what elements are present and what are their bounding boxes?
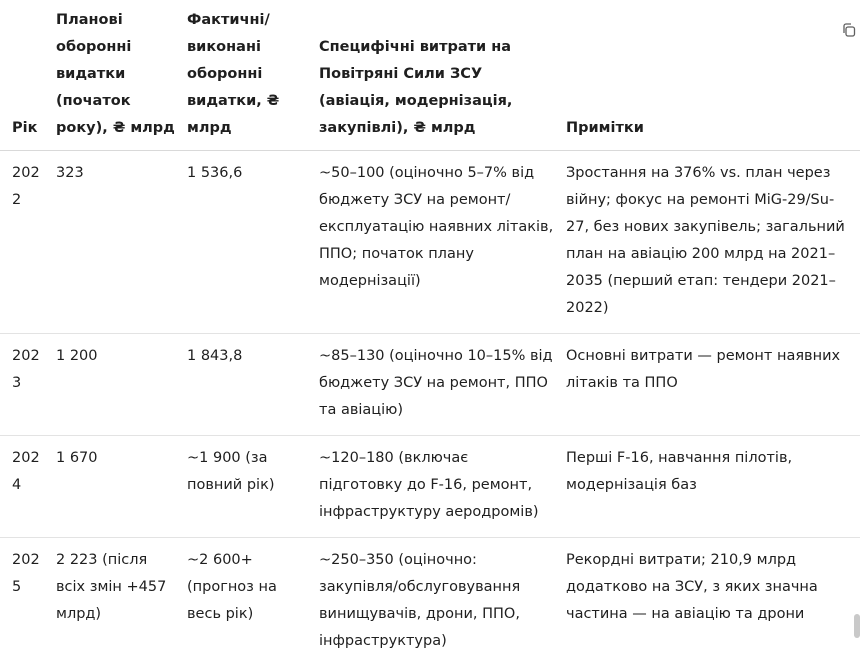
cell-planned: 2 223 (після всіх змін +457 млрд) bbox=[56, 552, 167, 622]
header-air-force-spending: Специфічні витрати на Повітряні Сили ЗСУ (авіація, модернізація, закупівлі), ₴ млрд bbox=[319, 0, 566, 151]
horizontal-scroll-handle[interactable] bbox=[854, 614, 860, 638]
cell-notes: Зростання на 376% vs. план через війну; фокус на ремонті MiG-29/Su-27, без нових закупівель; загальний план на авіацію 200 млрд на 2021–2035 (перший етап: тендери 2021–2022) bbox=[566, 165, 845, 316]
header-actual-spending: Фактичні/ виконані оборонні видатки, ₴ млрд bbox=[187, 0, 319, 151]
cell-year: 2024 bbox=[12, 450, 40, 493]
cell-year: 2023 bbox=[12, 348, 40, 391]
table-row bbox=[0, 151, 860, 334]
cell-planned: 323 bbox=[56, 165, 84, 181]
header-notes: Примітки bbox=[566, 0, 860, 151]
cell-year: 2025 bbox=[12, 552, 40, 595]
cell-air-force: ~85–130 (оціночно 10–15% від бюджету ЗСУ на ремонт, ППО та авіацію) bbox=[319, 348, 553, 418]
cell-actual: 1 843,8 bbox=[187, 348, 243, 364]
cell-notes: Рекордні витрати; 210,9 млрд додатково на ЗСУ, з яких значна частина — на авіацію та дрони bbox=[566, 552, 818, 622]
cell-notes: Перші F-16, навчання пілотів, модернізація баз bbox=[566, 450, 793, 493]
table-row bbox=[0, 538, 860, 652]
table-row bbox=[0, 436, 860, 538]
cell-year: 2022 bbox=[12, 165, 40, 208]
cell-actual: ~2 600+ (прогноз на весь рік) bbox=[187, 552, 277, 622]
cell-actual: ~1 900 (за повний рік) bbox=[187, 450, 275, 493]
cell-air-force: ~50–100 (оціночно 5–7% від бюджету ЗСУ на ремонт/ експлуатацію наявних літаків, ППО; початок плану модернізації) bbox=[319, 165, 554, 289]
table-row bbox=[0, 334, 860, 436]
cell-air-force: ~250–350 (оціночно: закупівля/обслуговування винищувачів, дрони, ППО, інфраструктура) bbox=[319, 552, 521, 649]
cell-notes: Основні витрати — ремонт наявних літаків та ППО bbox=[566, 348, 841, 391]
cell-planned: 1 200 bbox=[56, 348, 98, 364]
cell-air-force: ~120–180 (включає підготовку до F-16, ремонт, інфраструктуру аеродромів) bbox=[319, 450, 539, 520]
table-header-row bbox=[0, 0, 860, 151]
cell-planned: 1 670 bbox=[56, 450, 98, 466]
header-year: Рік bbox=[0, 0, 56, 151]
cell-actual: 1 536,6 bbox=[187, 165, 243, 181]
copy-icon[interactable] bbox=[841, 22, 857, 38]
header-planned-spending: Планові оборонні видатки (початок року), ₴ млрд bbox=[56, 0, 187, 151]
